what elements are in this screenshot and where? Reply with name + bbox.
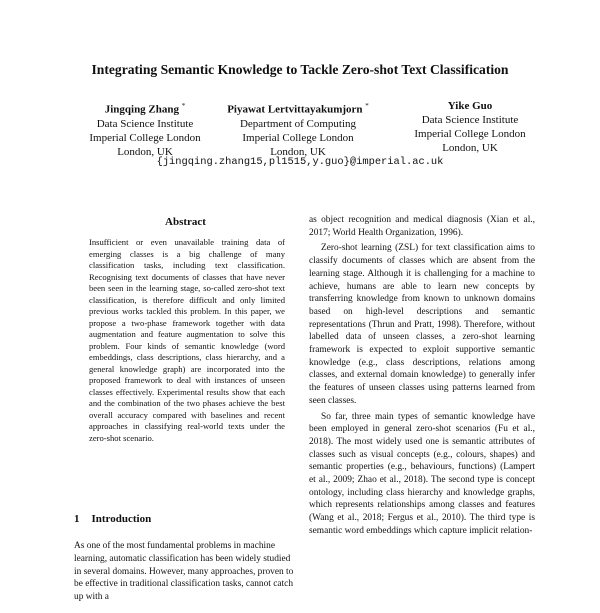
author-affiliation: Department of Computing: [239, 117, 357, 130]
intro-paragraph: [74, 531, 298, 613]
author-3: [385, 99, 555, 155]
author-location: London, UK: [270, 145, 326, 158]
right-column: [309, 214, 535, 538]
author-location: London, UK: [442, 142, 498, 154]
paper-title: Integrating Semantic Knowledge to Tackle Zero-shot Text Classification: [91, 62, 509, 77]
abstract-body: [89, 237, 285, 444]
author-1: [60, 99, 230, 159]
right-paragraph-3: So far, three main types of semantic knowledge have been employed in general zero-shot scenarios (Fu et al., 2018). The most widely used one is semantic attributes of classes such as visual concepts (e.g., colours, shapes) and semantic properties (e.g., behaviours, functions) (Lampert et al., 2009; Zhao et al., 2018). The second type is concept ontology, including class hierarchy and knowledge graphs, which represents relationships among classes and features (Wang et al., 2018; Fergus et al., 2010). The third type is semantic word embeddings which capture implicit relation-: [309, 411, 535, 536]
equal-contribution-mark: *: [181, 102, 186, 110]
abstract-text: Insufficient or even unavailable training data of emerging classes is a big challenge of many classification tasks, including text classification. Recognising text documents of classes that have never been seen in the learning stage, so-called zero-shot text classification, is therefore difficult and only limited previous works tackled this problem. In this paper, we propose a two-phase framework together with data augmentation and feature augmentation to solve this problem. Four kinds of semantic knowledge (word embeddings, class descriptions, class hierarchy, and a general knowledge graph) are incorporated into the proposed framework to deal with instances of unseen classes effectively. Experimental results show that each and the combination of the two phases achieve the best overall accuracy compared with baselines and recent approaches in classifying real-world texts under the zero-shot scenario.: [89, 237, 285, 443]
author-affiliation: Data Science Institute: [421, 114, 519, 126]
author-name: Jingqing Zhang: [104, 103, 180, 116]
author-affiliation: Data Science Institute: [96, 117, 194, 130]
right-paragraph-2: Zero-shot learning (ZSL) for text classification aims to classify documents of classes which are absent from the learning stage. Although it is challenging for a machine to achieve, humans are able to learn new concepts by transferring knowledge from known to unknown domains based on high-level descriptions and semantic representations (Thrun and Pratt, 1998). Therefore, without labelled data of unseen classes, a zero-shot learning framework is expected to exploit supportive semantic knowledge (e.g., class descriptions, relations among classes, and external domain knowledge) to generally infer the features of unseen classes using patterns learned from seen classes.: [309, 243, 535, 406]
author-location: London, UK: [117, 145, 173, 158]
author-institution: Imperial College London: [414, 128, 526, 140]
equal-contribution-mark: *: [365, 102, 369, 110]
section-number: 1: [74, 513, 80, 525]
author-institution: Imperial College London: [242, 131, 354, 144]
author-2: [208, 99, 388, 159]
intro-text: As one of the most fundamental problems in machine learning, automatic classification has been widely studied in several domains. However, many approaches, proven to be effective in traditional classification tasks, cannot catch up with a: [74, 541, 294, 602]
right-paragraph-1: as object recognition and medical diagnosis (Xian et al., 2017; World Health Organization, 1996).: [309, 215, 535, 238]
author-emails: {jingqing.zhang15,pl1515,y.guo}@imperial.ac.uk: [156, 156, 444, 168]
section-heading: [74, 512, 163, 526]
author-block: [60, 99, 540, 159]
section-title: Introduction: [91, 513, 152, 525]
author-name: Yike Guo: [447, 100, 493, 112]
abstract-heading: Abstract: [165, 216, 206, 228]
author-institution: Imperial College London: [89, 131, 201, 144]
author-name: Piyawat Lertvittayakumjorn: [227, 103, 363, 116]
